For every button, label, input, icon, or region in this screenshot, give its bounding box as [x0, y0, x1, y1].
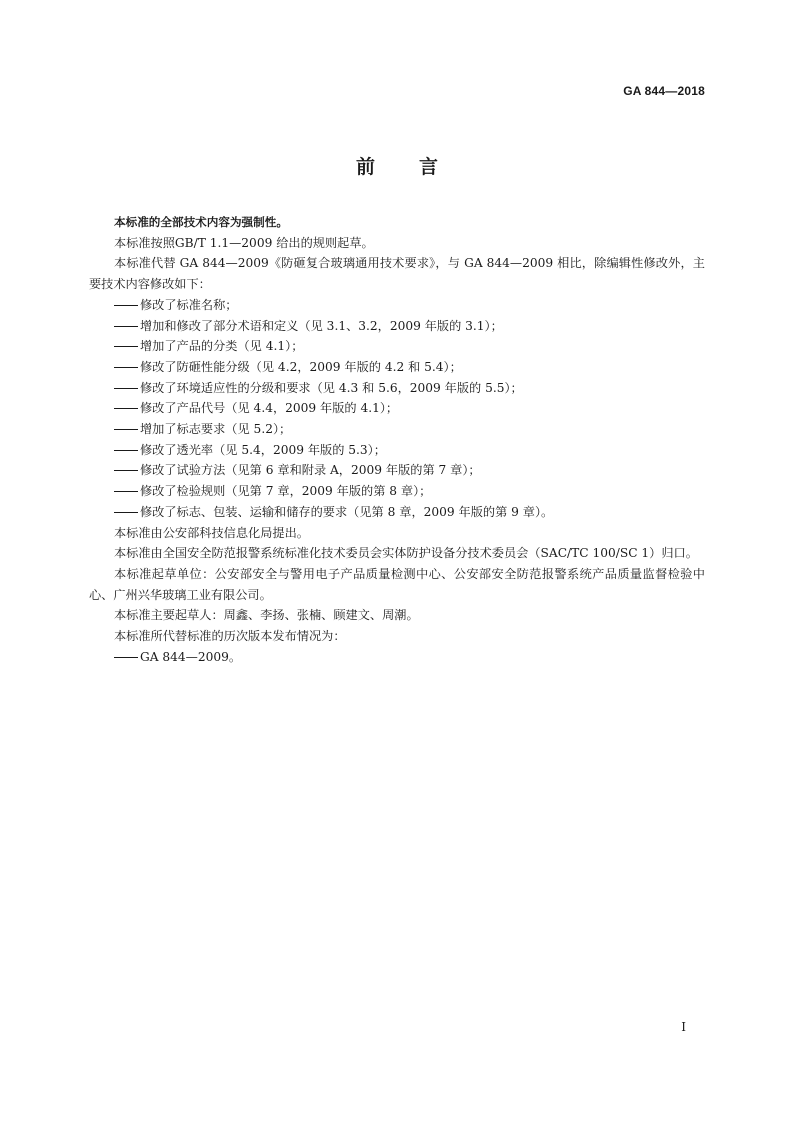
change-item: 修改了检验规则（见第 7 章，2009 年版的第 8 章）；: [89, 481, 705, 502]
em-dash-marker: [114, 346, 138, 347]
em-dash-marker: [114, 388, 138, 389]
em-dash-marker: [114, 367, 138, 368]
replacement-paragraph: 本标准代替 GA 844—2009《防砸复合玻璃通用技术要求》，与 GA 844—2009 相比，除编辑性修改外，主要技术内容修改如下：: [89, 256, 705, 292]
history-intro-paragraph: 本标准所代替标准的历次版本发布情况为：: [114, 629, 346, 644]
page-title: 前言: [355, 156, 482, 178]
em-dash-marker: [114, 429, 138, 430]
change-item: 增加了产品的分类（见 4.1）；: [89, 336, 705, 357]
history-item: GA 844—2009。: [89, 647, 705, 668]
em-dash-marker: [114, 450, 138, 451]
em-dash-marker: [114, 512, 138, 513]
document-code: GA 844—2018: [623, 84, 705, 98]
change-item: 修改了环境适应性的分级和要求（见 4.3 和 5.6，2009 年版的 5.5）；: [89, 378, 705, 399]
em-dash-marker: [114, 657, 138, 658]
em-dash-marker: [114, 326, 138, 327]
drafters-paragraph: 本标准主要起草人：周鑫、李扬、张楠、顾建文、周潮。: [114, 608, 419, 623]
change-item: 修改了防砸性能分级（见 4.2，2009 年版的 4.2 和 5.4）；: [89, 357, 705, 378]
change-item: 增加了标志要求（见 5.2）；: [89, 419, 705, 440]
em-dash-marker: [114, 305, 138, 306]
proposed-by-paragraph: 本标准由公安部科技信息化局提出。: [114, 525, 309, 540]
drafting-rule-paragraph: 本标准按照GB/T 1.1—2009 给出的规则起草。: [114, 235, 374, 250]
mandatory-statement: 本标准的全部技术内容为强制性。: [114, 215, 288, 229]
em-dash-marker: [114, 470, 138, 471]
em-dash-marker: [114, 408, 138, 409]
change-item: 修改了标志、包装、运输和储存的要求（见第 8 章，2009 年版的第 9 章）。: [89, 502, 705, 523]
change-item: 增加和修改了部分术语和定义（见 3.1、3.2，2009 年版的 3.1）；: [89, 316, 705, 337]
change-item: 修改了试验方法（见第 6 章和附录 A，2009 年版的第 7 章）；: [89, 460, 705, 481]
page-number: I: [681, 1020, 686, 1034]
change-item: 修改了产品代号（见 4.4，2009 年版的 4.1）；: [89, 398, 705, 419]
centralized-by-paragraph: 本标准由全国安全防范报警系统标准化技术委员会实体防护设备分技术委员会（SAC/TC 100/SC 1）归口。: [114, 546, 698, 561]
em-dash-marker: [114, 491, 138, 492]
drafting-units-paragraph: 本标准起草单位：公安部安全与警用电子产品质量检测中心、公安部安全防范报警系统产品质量监督检验中心、广州兴华玻璃工业有限公司。: [89, 566, 705, 602]
change-item: 修改了标准名称；: [89, 295, 705, 316]
foreword-body: [89, 212, 705, 667]
change-item: 修改了透光率（见 5.4，2009 年版的 5.3）；: [89, 440, 705, 461]
